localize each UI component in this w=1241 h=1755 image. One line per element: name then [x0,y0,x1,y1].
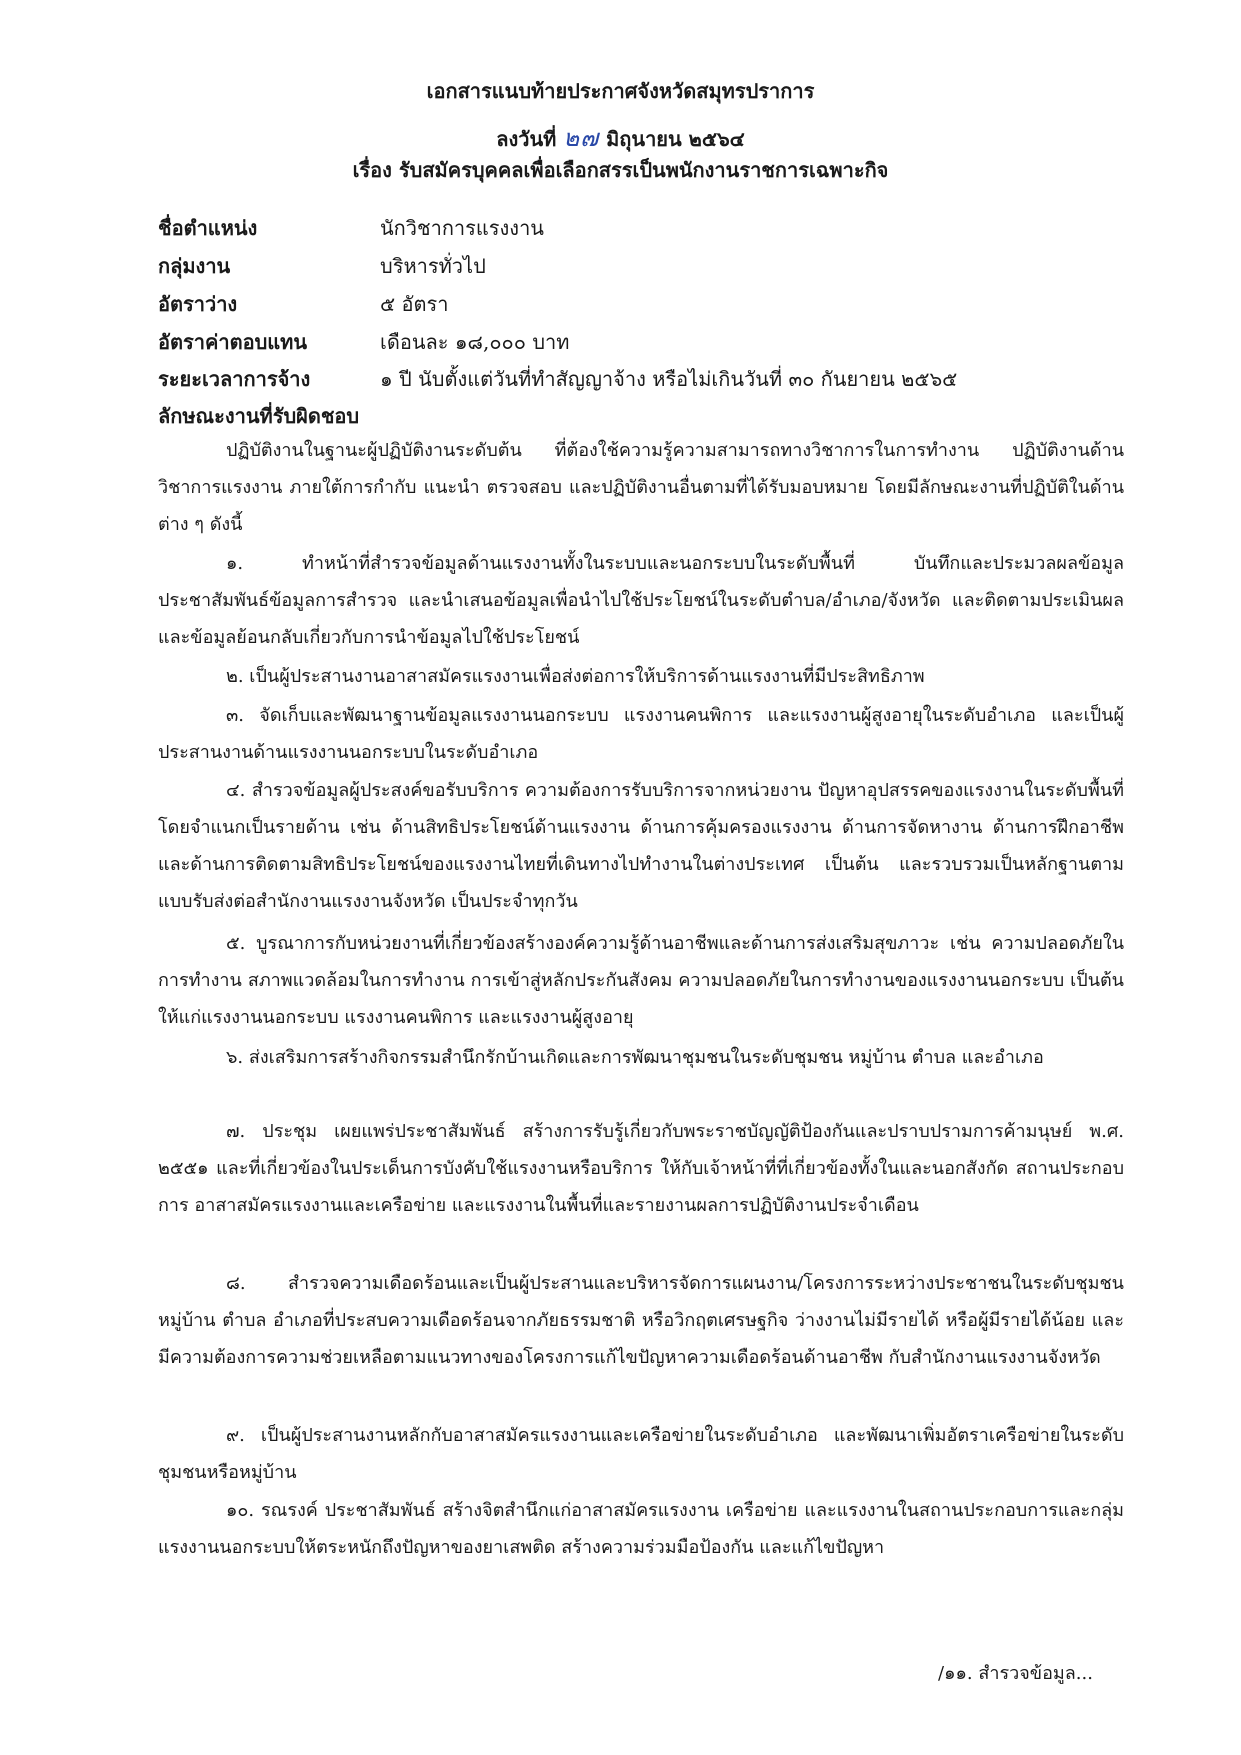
duties-section-title: ลักษณะงานที่รับผิดชอบ [158,404,360,428]
continuation-note: /๑๑. สำรวจข้อมูล... [938,1663,1093,1684]
duty-item-6: ๖. ส่งเสริมการสร้างกิจกรรมสำนึกรักบ้านเกิดและการพัฒนาชุมชนในระดับชุมชน หมู่บ้าน ตำบล และอำเภอ [226,1047,1044,1068]
duty-item-3: ๓. จัดเก็บและพัฒนาฐานข้อมูลแรงงานนอกระบบ แรงงานคนพิการ และแรงงานผู้สูงอายุในระดับอำเภอ และเป็นผู้ประสานงานด้านแรงงานนอกระบบในระดับอำเภอ [158,705,1124,763]
duty-item-1: ๑. ทำหน้าที่สำรวจข้อมูลด้านแรงงานทั้งในระบบและนอกระบบในระดับพื้นที่ บันทึกและประมวลผลข้อมูล ประชาสัมพันธ์ข้อมูลการสำรวจ และนำเสนอข้อมูลเพื่อนำไปใช้ประโยชน์ในระดับตำบล/อำเภอ/จังหวัด และติดตามประเมินผลและข้อมูลย้อนกลับเกี่ยวกับการนำข้อมูลไปใช้ประโยชน์ [158,553,1124,648]
document-title: เอกสารแนบท้ายประกาศจังหวัดสมุทรปราการ [426,79,815,103]
duties-intro-paragraph: ปฏิบัติงานในฐานะผู้ปฏิบัติงานระดับต้น ที่ต้องใช้ความรู้ความสามารถทางวิชาการในการทำงาน ปฏิบัติงานด้านวิชาการแรงงาน ภายใต้การกำกับ แนะนำ ตรวจสอบ และปฏิบัติงานอื่นตามที่ได้รับมอบหมาย โดยมีลักษณะงานที่ปฏิบัติในด้านต่าง ๆ ดังนี้ [158,440,1124,535]
document-subject: เรื่อง รับสมัครบุคคลเพื่อเลือกสรรเป็นพนักงานราชการเฉพาะกิจ [352,158,889,182]
date-month-year: มิถุนายน ๒๕๖๔ [606,127,745,151]
duty-item-10: ๑๐. รณรงค์ ประชาสัมพันธ์ สร้างจิตสำนึกแก่อาสาสมัครแรงงาน เครือข่าย และแรงงานในสถานประกอบการและกลุ่มแรงงานนอกระบบให้ตระหนักถึงปัญหาของยาเสพติด สร้างความร่วมมือป้องกัน และแก้ไขปัญหา [158,1500,1124,1558]
duty-item-2: ๒. เป็นผู้ประสานงานอาสาสมัครแรงงานเพื่อส่งต่อการให้บริการด้านแรงงานที่มีประสิทธิภาพ [226,666,925,687]
field-label: อัตราว่าง [158,292,238,316]
duty-item-5: ๕. บูรณาการกับหน่วยงานที่เกี่ยวข้องสร้างองค์ความรู้ด้านอาชีพและด้านการส่งเสริมสุขภาวะ เช่น ความปลอดภัยในการทำงาน สภาพแวดล้อมในการทำงาน การเข้าสู่หลักประกันสังคม ความปลอดภัยในการทำงานของแรงงานนอกระบบ เป็นต้น ให้แก่แรงงานนอกระบบ แรงงานคนพิการ และแรงงานผู้สูงอายุ [158,933,1124,1028]
field-label: อัตราค่าตอบแทน [158,330,308,354]
field-value: ๑ ปี นับตั้งแต่วันที่ทำสัญญาจ้าง หรือไม่เกินวันที่ ๓๐ กันยายน ๒๕๖๕ [380,367,958,391]
field-value: เดือนละ ๑๘,๐๐๐ บาท [380,330,570,354]
field-label: ระยะเวลาการจ้าง [158,367,311,391]
date-prefix: ลงวันที่ [496,127,557,151]
duty-item-9: ๙. เป็นผู้ประสานงานหลักกับอาสาสมัครแรงงานและเครือข่ายในระดับอำเภอ และพัฒนาเพิ่มอัตราเครือข่ายในระดับชุมชนหรือหมู่บ้าน [158,1425,1124,1483]
document-date [0,118,1241,157]
field-value: ๕ อัตรา [380,292,449,316]
duty-item-7: ๗. ประชุม เผยแพร่ประชาสัมพันธ์ สร้างการรับรู้เกี่ยวกับพระราชบัญญัติป้องกันและปราบปรามการค้ามนุษย์ พ.ศ. ๒๕๕๑ และที่เกี่ยวข้องในประเด็นการบังคับใช้แรงงานหรือบริการ ให้กับเจ้าหน้าที่ที่เกี่ยวข้องทั้งในและนอกสังกัด สถานประกอบการ อาสาสมัครแรงงานและเครือข่าย และแรงงานในพื้นที่และรายงานผลการปฏิบัติงานประจำเดือน [158,1121,1124,1216]
field-label: ชื่อตำแหน่ง [158,216,258,240]
field-label: กลุ่มงาน [158,254,231,278]
handwritten-date-day: ๒๗ [563,124,600,152]
field-value: บริหารทั่วไป [380,254,486,278]
duty-item-8: ๘. สำรวจความเดือดร้อนและเป็นผู้ประสานและบริหารจัดการแผนงาน/โครงการระหว่างประชาชนในระดับชุมชน หมู่บ้าน ตำบล อำเภอที่ประสบความเดือดร้อนจากภัยธรรมชาติ หรือวิกฤตเศรษฐกิจ ว่างงานไม่มีรายได้ หรือผู้มีรายได้น้อย และมีความต้องการความช่วยเหลือตามแนวทางของโครงการแก้ไขปัญหาความเดือดร้อนด้านอาชีพ กับสำนักงานแรงงานจังหวัด [158,1273,1124,1368]
field-value: นักวิชาการแรงงาน [380,216,544,240]
duty-item-4: ๔. สำรวจข้อมูลผู้ประสงค์ขอรับบริการ ความต้องการรับบริการจากหน่วยงาน ปัญหาอุปสรรคของแรงงานในระดับพื้นที่ โดยจำแนกเป็นรายด้าน เช่น ด้านสิทธิประโยชน์ด้านแรงงาน ด้านการคุ้มครองแรงงาน ด้านการจัดหางาน ด้านการฝึกอาชีพ และด้านการติดตามสิทธิประโยชน์ของแรงงานไทยที่เดินทางไปทำงานในต่างประเทศ เป็นต้น และรวบรวมเป็นหลักฐานตามแบบรับส่งต่อสำนักงานแรงงานจังหวัด เป็นประจำทุกวัน [158,780,1124,912]
